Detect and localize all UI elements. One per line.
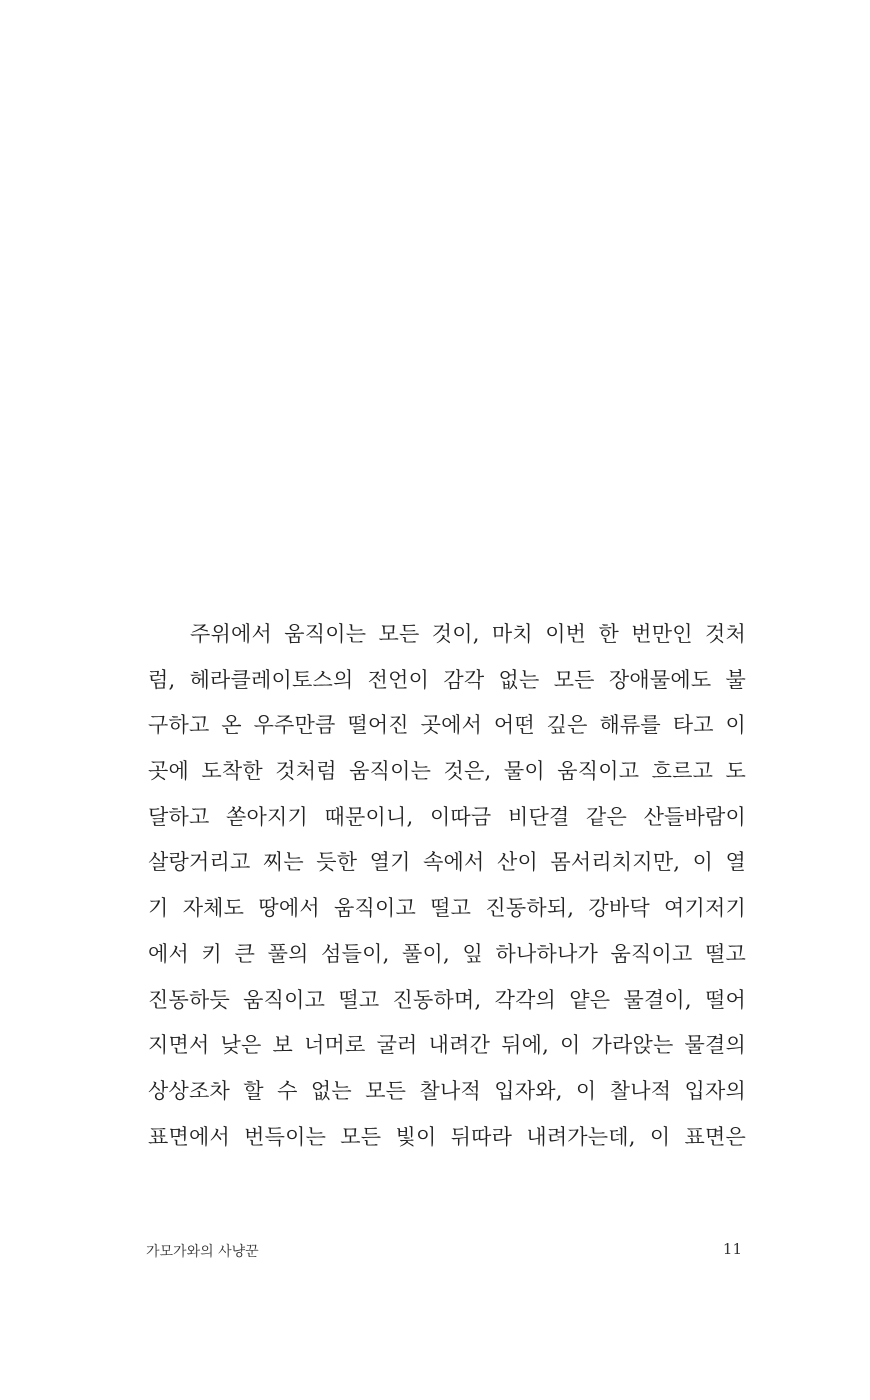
text-line: 살랑거리고 찌는 듯한 열기 속에서 산이 몸서리치지만, 이 열 — [148, 850, 746, 875]
text-line: 기 자체도 땅에서 움직이고 떨고 진동하되, 강바닥 여기저기 — [148, 896, 746, 921]
body-paragraph — [148, 612, 746, 1160]
text-line: 진동하듯 움직이고 떨고 진동하며, 각각의 얕은 물결이, 떨어 — [148, 987, 746, 1012]
text-line: 주위에서 움직이는 모든 것이, 마치 이번 한 번만인 것처 — [190, 622, 746, 646]
page-number: 11 — [722, 1240, 742, 1258]
text-line: 표면에서 번득이는 모든 빛이 뒤따라 내려가는데, 이 표면은 — [148, 1124, 746, 1149]
text-line: 럼, 헤라클레이토스의 전언이 감각 없는 모든 장애물에도 불 — [148, 667, 746, 692]
text-line: 곳에 도착한 것처럼 움직이는 것은, 물이 움직이고 흐르고 도 — [148, 759, 746, 784]
text-line: 달하고 쏟아지기 때문이니, 이따금 비단결 같은 산들바람이 — [148, 804, 746, 829]
text-line: 상상조차 할 수 없는 모든 찰나적 입자와, 이 찰나적 입자의 — [148, 1078, 746, 1103]
text-line: 에서 키 큰 풀의 섬들이, 풀이, 잎 하나하나가 움직이고 떨고 — [148, 941, 746, 966]
text-line: 구하고 온 우주만큼 떨어진 곳에서 어떤 깊은 해류를 타고 이 — [148, 713, 746, 738]
running-footer-title: 가모가와의 사냥꾼 — [146, 1244, 259, 1260]
text-line: 지면서 낮은 보 너머로 굴러 내려간 뒤에, 이 가라앉는 물결의 — [148, 1033, 746, 1058]
